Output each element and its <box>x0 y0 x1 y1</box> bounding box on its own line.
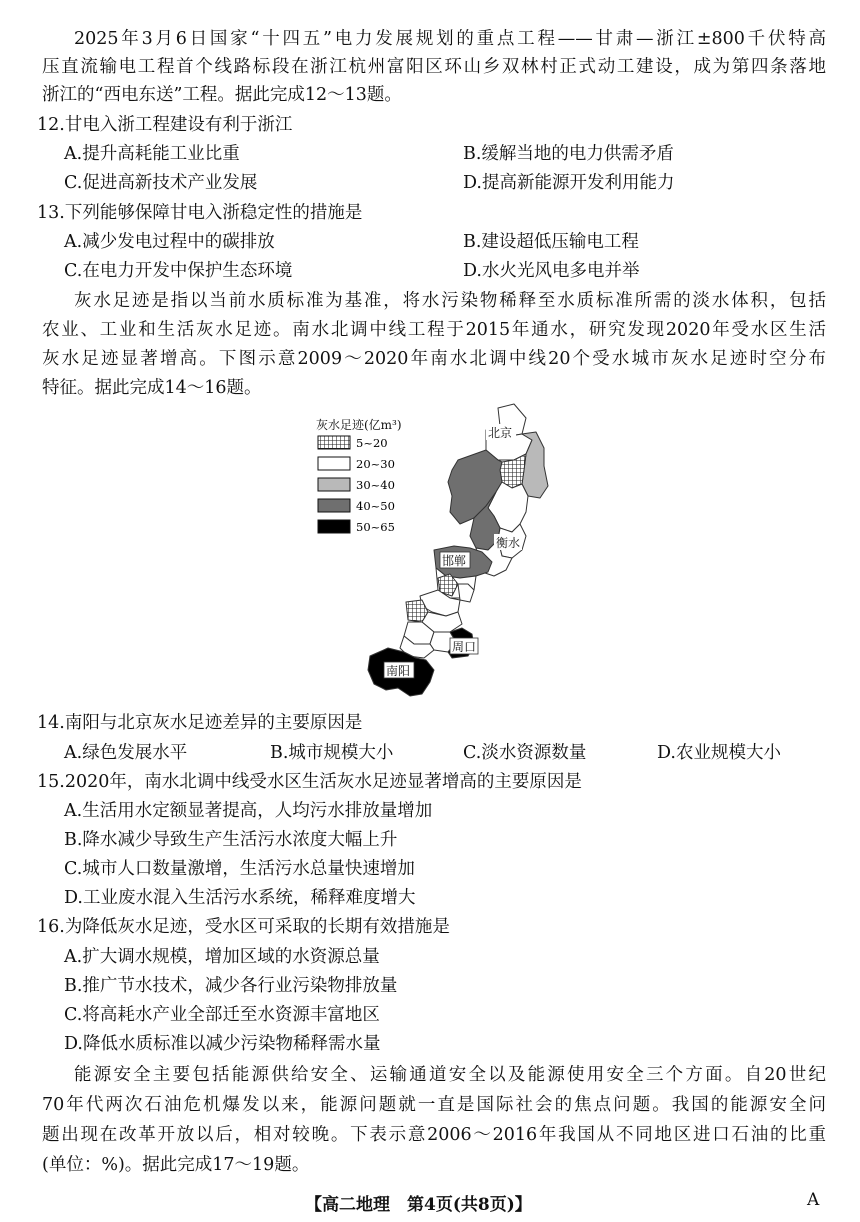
legend-swatch-5-20 <box>318 436 350 449</box>
q16-option-a[interactable]: A.扩大调水规模，增加区域的水资源总量 <box>64 947 380 967</box>
intro2-line-4: 特征。据此完成14～16题。 <box>42 378 262 398</box>
q14-option-d[interactable]: D.农业规模大小 <box>657 743 781 763</box>
handan-label: 邯郸 <box>442 554 467 568</box>
legend-label-5-20: 5~20 <box>356 436 388 450</box>
intro1-line-2: 压直流输电工程首个线路标段在浙江杭州富阳区环山乡双林村正式动工建设，成为第四条落地 <box>42 57 826 77</box>
beijing-label: 北京 <box>488 426 513 440</box>
q15-option-a[interactable]: A.生活用水定额显著提高，人均污水排放量增加 <box>64 801 433 821</box>
legend-swatch-20-30 <box>318 457 350 470</box>
legend-label-50-65: 50~65 <box>356 520 395 534</box>
legend-item-5-20 <box>318 436 388 450</box>
q14-option-c[interactable]: C.淡水资源数量 <box>463 743 587 763</box>
grey-water-footprint-map <box>300 400 560 700</box>
q13-option-b[interactable]: B.建设超低压输电工程 <box>463 232 639 252</box>
legend-item-40-50 <box>318 499 395 513</box>
legend-item-50-65 <box>318 520 395 534</box>
q13-option-d[interactable]: D.水火光风电多电并举 <box>463 261 640 281</box>
q14-option-b[interactable]: B.城市规模大小 <box>270 743 394 763</box>
nanyang-label: 南阳 <box>386 664 411 678</box>
q14-option-a[interactable]: A.绿色发展水平 <box>64 743 188 763</box>
q13-stem: 13.下列能够保障甘电入浙稳定性的措施是 <box>37 203 363 223</box>
q16-option-b[interactable]: B.推广节水技术，减少各行业污染物排放量 <box>64 976 398 996</box>
intro1-line-3: 浙江的“西电东送”工程。据此完成12～13题。 <box>42 85 402 105</box>
q13-option-c[interactable]: C.在电力开发中保护生态环境 <box>64 261 293 281</box>
intro3-line-2: 70年代两次石油危机爆发以来，能源问题就一直是国际社会的焦点问题。我国的能源安全问 <box>42 1095 826 1115</box>
q12-option-b[interactable]: B.缓解当地的电力供需矛盾 <box>463 144 674 164</box>
legend-label-40-50: 40~50 <box>356 499 395 513</box>
q15-option-d[interactable]: D.工业废水混入生活污水系统，稀释难度增大 <box>64 888 416 908</box>
legend-item-30-40 <box>318 478 395 492</box>
legend-swatch-30-40 <box>318 478 350 491</box>
intro3-line-1: 能源安全主要包括能源供给安全、运输通道安全以及能源使用安全三个方面。自20世纪 <box>74 1065 826 1085</box>
intro3-line-4: (单位：%)。据此完成17～19题。 <box>42 1155 310 1175</box>
legend-swatch-40-50 <box>318 499 350 512</box>
legend-swatch-50-65 <box>318 520 350 533</box>
q15-stem: 15.2020年，南水北调中线受水区生活灰水足迹显著增高的主要原因是 <box>37 772 582 792</box>
q16-option-d[interactable]: D.降低水质标准以减少污染物稀释需水量 <box>64 1034 381 1054</box>
q15-option-c[interactable]: C.城市人口数量激增，生活污水总量快速增加 <box>64 859 415 879</box>
page-footer: 【高二地理 第4页(共8页)】 <box>305 1195 532 1215</box>
q12-stem: 12.甘电入浙工程建设有利于浙江 <box>37 115 293 135</box>
q12-option-d[interactable]: D.提高新能源开发利用能力 <box>463 173 675 193</box>
legend-label-20-30: 20~30 <box>356 457 395 471</box>
q14-stem: 14.南阳与北京灰水足迹差异的主要原因是 <box>37 713 363 733</box>
q12-option-c[interactable]: C.促进高新技术产业发展 <box>64 173 258 193</box>
legend-label-30-40: 30~40 <box>356 478 395 492</box>
intro2-line-1: 灰水足迹是指以当前水质标准为基准，将水污染物稀释至水质标准所需的淡水体积，包括 <box>74 291 826 311</box>
legend-title: 灰水足迹(亿m³) <box>316 418 402 432</box>
q12-option-a[interactable]: A.提升高耗能工业比重 <box>64 144 240 164</box>
intro1-line-1: 2025年3月6日国家“十四五”电力发展规划的重点工程——甘肃—浙江±800千伏特高 <box>74 29 826 49</box>
intro2-line-3: 灰水足迹显著增高。下图示意2009～2020年南水北调中线20个受水城市灰水足迹时空分布 <box>42 349 826 369</box>
intro3-line-3: 题出现在改革开放以后，相对较晚。下表示意2006～2016年我国从不同地区进口石油的比重 <box>42 1125 826 1145</box>
q16-stem: 16.为降低灰水足迹，受水区可采取的长期有效措施是 <box>37 917 450 937</box>
hengshui-label: 衡水 <box>496 536 521 550</box>
paper-version: A <box>807 1190 820 1210</box>
q15-option-b[interactable]: B.降水减少导致生产生活污水浓度大幅上升 <box>64 830 398 850</box>
q16-option-c[interactable]: C.将高耗水产业全部迁至水资源丰富地区 <box>64 1005 380 1025</box>
q13-option-a[interactable]: A.减少发电过程中的碳排放 <box>64 232 275 252</box>
zhoukou-label: 周口 <box>452 640 477 654</box>
legend-item-20-30 <box>318 457 395 471</box>
intro2-line-2: 农业、工业和生活灰水足迹。南水北调中线工程于2015年通水，研究发现2020年受水区生活 <box>42 320 826 340</box>
